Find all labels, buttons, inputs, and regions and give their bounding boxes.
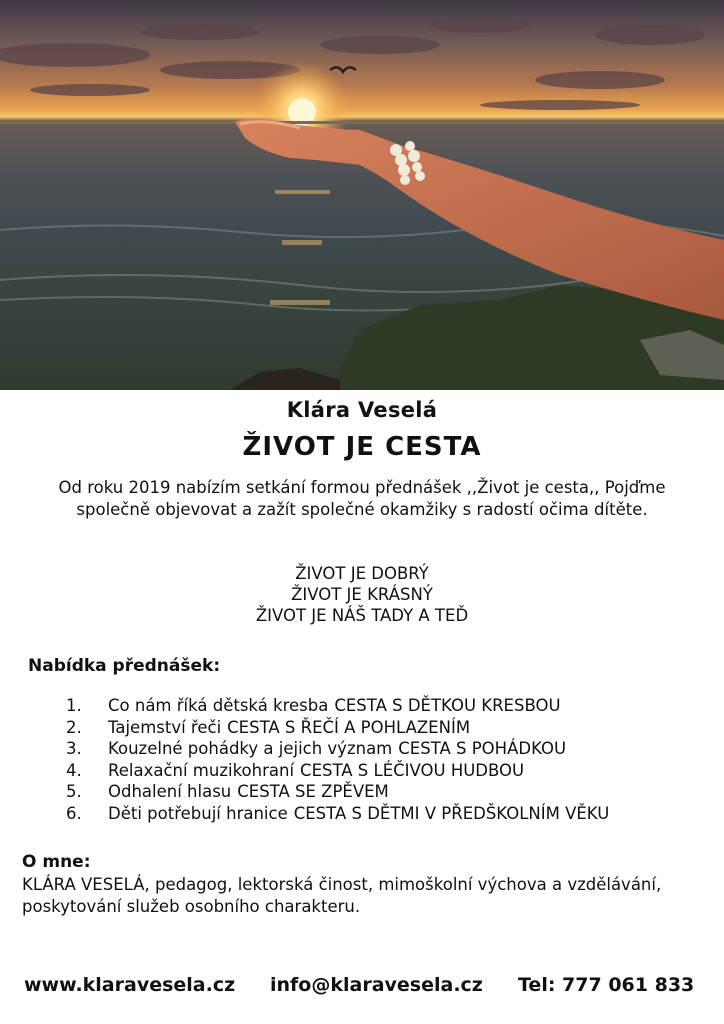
item-path: CESTA S DĚTMI V PŘEDŠKOLNÍM VĚKU [293, 803, 610, 823]
about-heading: O mne: [22, 852, 91, 872]
list-item [66, 760, 716, 782]
about-paragraph: KLÁRA VESELÁ, pedagog, lektorská činost, mimoškolní výchova a vzdělávání, poskytování služeb osobního charakteru. [22, 875, 662, 916]
motto-line: ŽIVOT JE NÁŠ TADY A TEĎ [255, 606, 469, 625]
list-item [66, 695, 716, 717]
mottos [0, 563, 724, 626]
item-topic: Děti potřebují hranice [108, 803, 288, 823]
phone-number[interactable]: Tel: 777 061 833 [518, 974, 695, 996]
item-topic: Co nám říká dětská kresba [108, 696, 329, 715]
item-number: 2. [66, 717, 82, 737]
item-number: 1. [66, 696, 82, 715]
item-number: 3. [66, 739, 82, 758]
sunset-hand-illustration [0, 0, 724, 390]
list-item [66, 717, 716, 739]
lecture-offer-heading: Nabídka přednášek: [28, 656, 221, 676]
item-path: CESTA S ŘEČÍ A POHLAZENÍM [227, 717, 471, 737]
list-item [66, 738, 716, 760]
motto-line: ŽIVOT JE DOBRÝ [295, 564, 429, 583]
list-item [66, 781, 716, 803]
intro-paragraph: Od roku 2019 nabízím setkání formou přednášek ,,Život je cesta,, Pojďme společně objevovat a zažít společné okamžiky s radostí očima dítěte. [58, 478, 666, 519]
item-topic: Kouzelné pohádky a jejich význam [108, 739, 393, 758]
item-path: CESTA S LÉČIVOU HUDBOU [300, 760, 525, 780]
item-topic: Relaxační muzikohraní [108, 760, 295, 780]
list-item [66, 803, 716, 825]
item-path: CESTA S POHÁDKOU [398, 739, 567, 758]
clouds [0, 17, 705, 110]
seagull [330, 67, 356, 72]
item-path: CESTA SE ZPĚVEM [237, 782, 389, 801]
website-link[interactable]: www.klaravesela.cz [24, 974, 236, 996]
main-heading: ŽIVOT JE CESTA [242, 432, 482, 462]
item-path: CESTA S DĚTKOU KRESBOU [334, 696, 561, 715]
sunset-photo [0, 0, 724, 390]
item-topic: Tajemství řeči [108, 717, 222, 737]
item-number: 5. [66, 782, 82, 801]
author-name: Klára Veselá [286, 398, 438, 422]
item-topic: Odhalení hlasu [108, 782, 232, 801]
item-number: 6. [66, 803, 82, 823]
lecture-list [66, 695, 716, 824]
sun-reflection [270, 150, 330, 305]
item-number: 4. [66, 760, 82, 780]
email-link[interactable]: info@klaravesela.cz [270, 974, 483, 996]
motto-line: ŽIVOT JE KRÁSNÝ [291, 585, 433, 604]
